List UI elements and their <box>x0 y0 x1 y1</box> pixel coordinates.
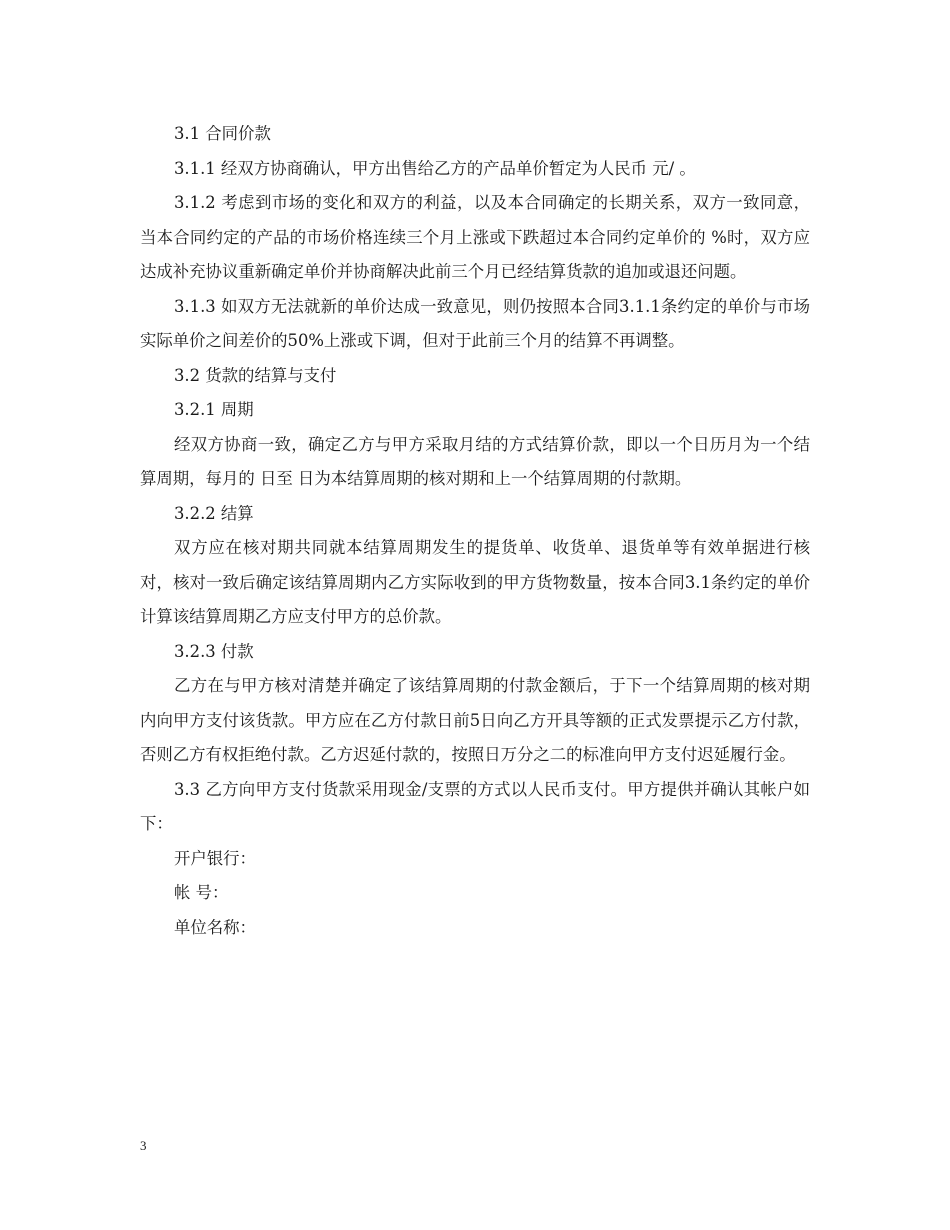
document-body <box>140 117 810 945</box>
clause-3-1-2: 3.1.2 考虑到市场的变化和双方的利益，以及本合同确定的长期关系，双方一致同意，当本合同约定的产品的市场价格连续三个月上涨或下跌超过本合同约定单价的 %时，双方应达成补充协议重新确定单价并协商解决此前三个月已经结算货款的追加或退还问题。 <box>140 193 810 281</box>
clause-heading-3-2-1: 3.2.1 周期 <box>174 400 254 419</box>
clause-3-2-3-body: 乙方在与甲方核对清楚并确定了该结算周期的付款金额后，于下一个结算周期的核对期内向甲方支付该货款。甲方应在乙方付款日前5日向乙方开具等额的正式发票提示乙方付款，否则乙方有权拒绝付款。乙方迟延付款的，按照日万分之二的标准向甲方支付迟延履行金。 <box>140 676 810 764</box>
clause-heading-3-2-3: 3.2.3 付款 <box>174 641 254 661</box>
clause-3-1-3: 3.1.3 如双方无法就新的单价达成一致意见，则仍按照本合同3.1.1条约定的单价与市场实际单价之间差价的50%上涨或下调，但对于此前三个月的结算不再调整。 <box>140 296 810 350</box>
clause-3-2-1-body: 经双方协商一致，确定乙方与甲方采取月结的方式结算价款，即以一个日历月为一个结算周期，每月的 日至 日为本结算周期的核对期和上一个结算周期的付款期。 <box>140 434 810 488</box>
account-number-field: 帐 号： <box>174 883 229 902</box>
clause-3-1-1: 3.1.1 经双方协商确认，甲方出售给乙方的产品单价暂定为人民币 元/ 。 <box>174 158 696 178</box>
section-heading-3-2: 3.2 货款的结算与支付 <box>174 365 337 385</box>
page-number: 3 <box>140 1138 147 1153</box>
clause-heading-3-2-2: 3.2.2 结算 <box>174 503 254 523</box>
account-bank-field: 开户银行： <box>174 848 256 868</box>
clause-3-3: 3.3 乙方向甲方支付货款采用现金/支票的方式以人民币支付。甲方提供并确认其帐户如下： <box>140 779 810 833</box>
clause-3-2-2-body: 双方应在核对期共同就本结算周期发生的提货单、收货单、退货单等有效单据进行核对，核对一致后确定该结算周期内乙方实际收到的甲方货物数量，按本合同3.1条约定的单价计算该结算周期乙方应支付甲方的总价款。 <box>140 538 810 626</box>
account-unit-name-field: 单位名称： <box>174 917 256 937</box>
section-heading-3-1: 3.1 合同价款 <box>174 124 271 143</box>
